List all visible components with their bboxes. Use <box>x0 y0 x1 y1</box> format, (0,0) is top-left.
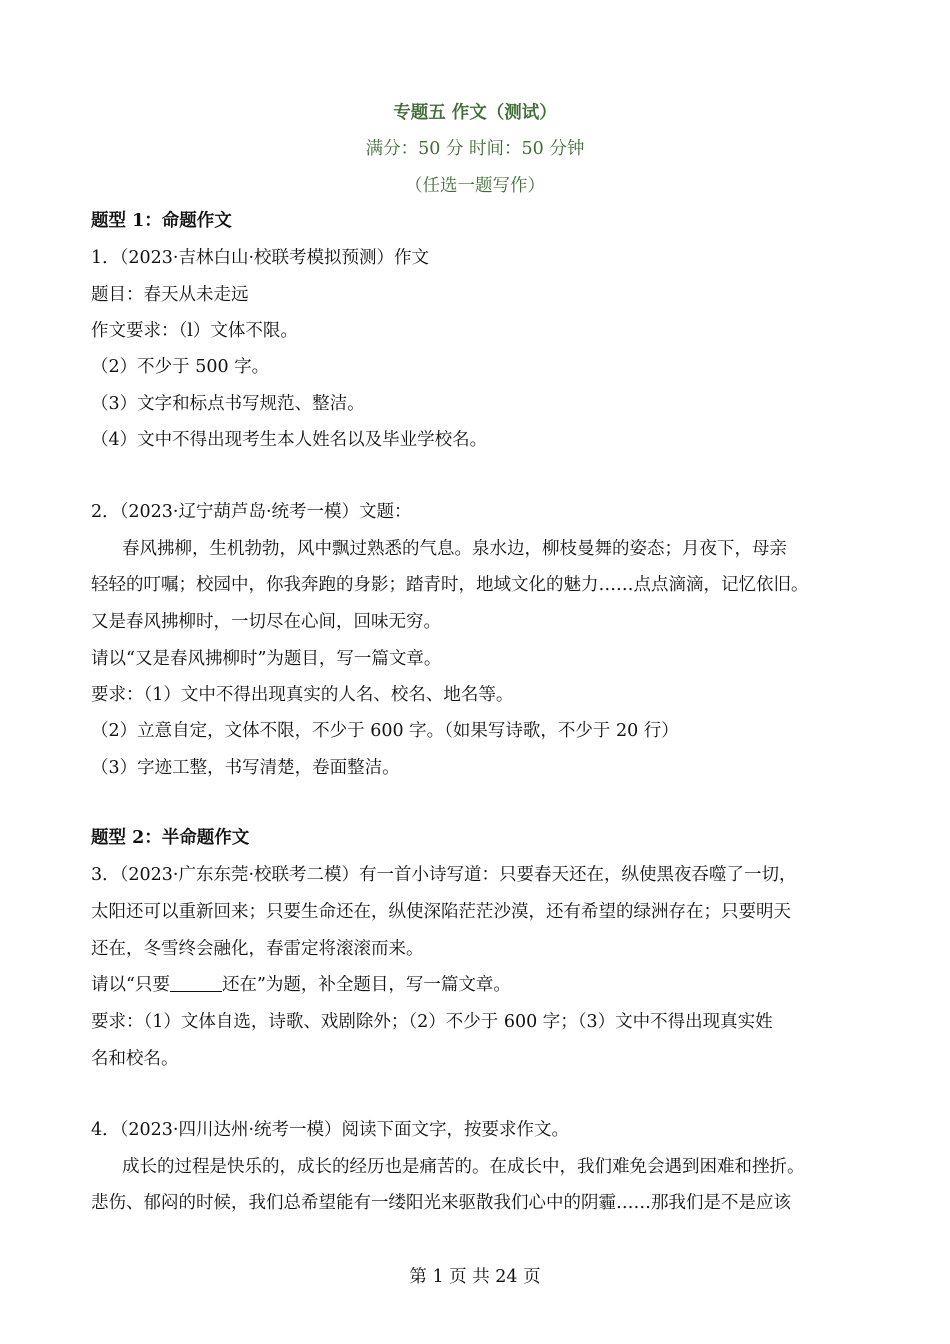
q3-req: 要求：（1）文体自选，诗歌、戏剧除外；（2）不少于 600 字；（3）文中不得出现真实姓 <box>91 1012 773 1032</box>
q2-prompt: 请以“又是春风拂柳时”为题目，写一篇文章。 <box>91 649 442 669</box>
q3-prompt <box>91 973 881 997</box>
q1-title: 1．（2023·吉林白山·校联考模拟预测）作文 <box>91 248 430 268</box>
instruction: （任选一题写作） <box>405 176 545 196</box>
page-footer: 第 1 页 共 24 页 <box>409 1267 541 1287</box>
score-time: 满分：50 分 时间：50 分钟 <box>365 139 585 159</box>
q2-paragraph: 春风拂柳，生机勃勃，风中飘过熟悉的气息。泉水边，柳枝曼舞的姿态；月夜下，母亲 <box>122 539 787 559</box>
q1-req: （2）不少于 500 字。 <box>91 357 270 377</box>
q3-paragraph: 还在，冬雪终会融化，春雷定将滚滚而来。 <box>91 939 424 959</box>
q3-title: 3．（2023·广东东莞·校联考二模）有一首小诗写道：只要春天还在，纵使黑夜吞噬了一切， <box>91 865 797 885</box>
q3-prompt-start: 请以“只要 <box>91 975 170 995</box>
q2-paragraph: 轻轻的叮嘱；校园中，你我奔跑的身影；踏青时，地域文化的魅力……点点滴滴，记忆依旧。 <box>91 575 809 595</box>
q2-title: 2．（2023·辽宁葫芦岛·统考一模）文题： <box>91 502 412 522</box>
page-title: 专题五 作文（测试） <box>393 103 557 123</box>
q3-req: 名和校名。 <box>91 1049 179 1069</box>
q1-topic: 题目：春天从未走远 <box>91 285 249 305</box>
q2-paragraph: 又是春风拂柳时，一切尽在心间，回味无穷。 <box>91 612 441 632</box>
q1-req: （4）文中不得出现考生本人姓名以及毕业学校名。 <box>91 430 488 450</box>
q2-req: （2）立意自定，文体不限，不少于 600 字。（如果写诗歌，不少于 20 行） <box>91 721 679 741</box>
q2-req: （3）字迹工整，书写清楚，卷面整洁。 <box>91 758 400 778</box>
q2-req: 要求：（1）文中不得出现真实的人名、校名、地名等。 <box>91 685 514 705</box>
q4-paragraph: 成长的过程是快乐的，成长的经历也是痛苦的。在成长中，我们难免会遇到困难和挫折。 <box>122 1157 805 1177</box>
q1-req: 作文要求：（l）文体不限。 <box>91 321 298 341</box>
section1-heading: 题型 1：命题作文 <box>91 211 232 231</box>
q4-title: 4．（2023·四川达州·统考一模）阅读下面文字，按要求作文。 <box>91 1120 570 1140</box>
fill-blank <box>170 975 222 992</box>
q4-paragraph: 悲伤、郁闷的时候，我们总希望能有一缕阳光来驱散我们心中的阴霾……那我们是不是应该 <box>91 1193 791 1213</box>
section2-heading: 题型 2：半命题作文 <box>91 828 250 848</box>
q3-paragraph: 太阳还可以重新回来；只要生命还在，纵使深陷茫茫沙漠，还有希望的绿洲存在；只要明天 <box>91 902 791 922</box>
q3-prompt-end: 还在”为题，补全题目，写一篇文章。 <box>221 975 511 995</box>
q1-req: （3）文字和标点书写规范、整洁。 <box>91 394 365 414</box>
